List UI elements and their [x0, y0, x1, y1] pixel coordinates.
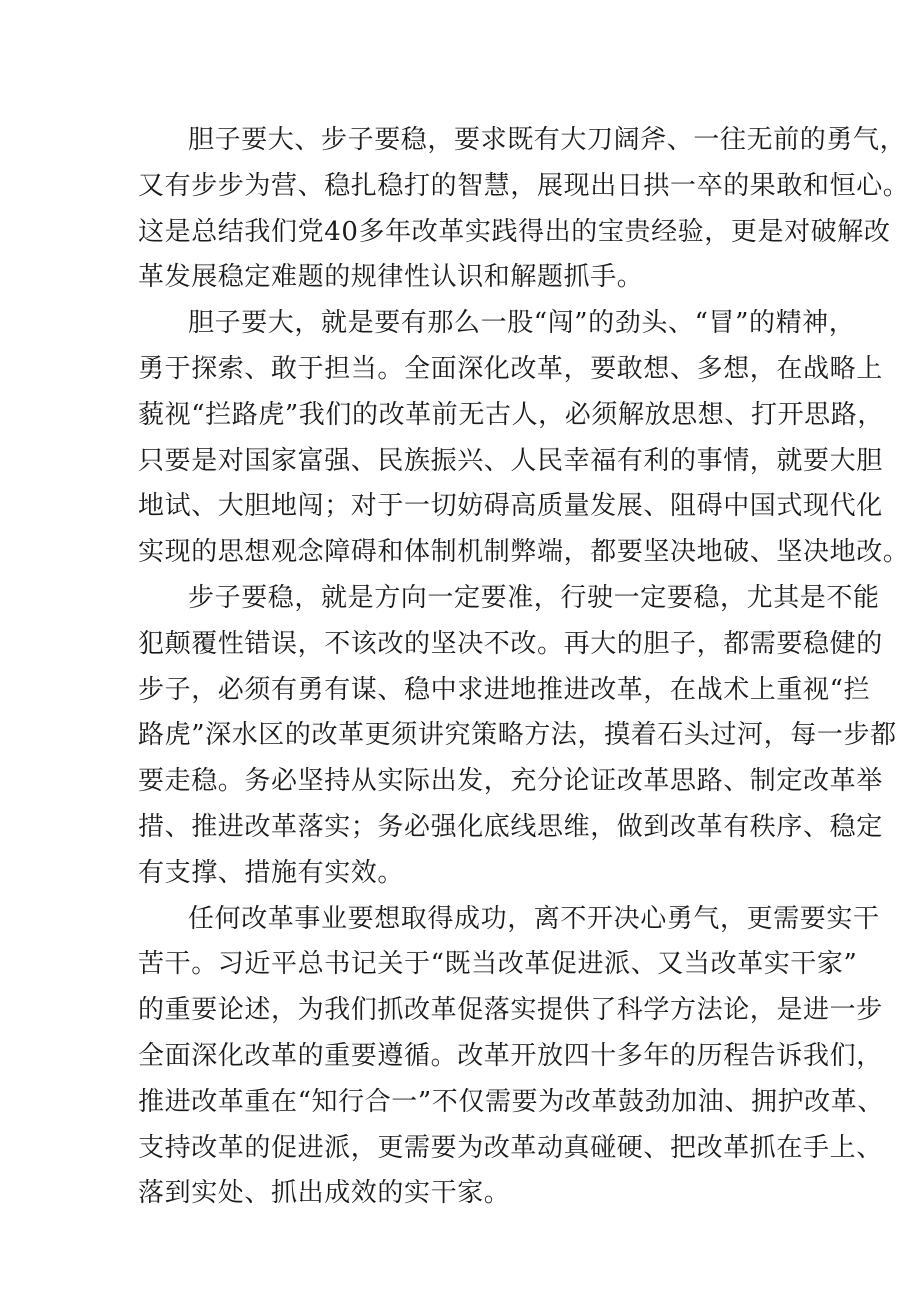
- text-line: 全面深化改革的重要遵循。改革开放四十多年的历程告诉我们，: [138, 1040, 883, 1071]
- text-line: 步子要稳，就是方向一定要准，行驶一定要稳，尤其是不能: [188, 582, 880, 613]
- text-line: 要走稳。务必坚持从实际出发，充分论证改革思路、制定改革举: [138, 766, 883, 797]
- text-line: 有支撑、措施有实效。: [138, 857, 405, 888]
- text-line: 藐视“拦路虎”我们的改革前无古人，必须解放思想、打开思路，: [138, 399, 884, 430]
- text-line: 步子，必须有勇有谋、稳中求进地推进改革，在战术上重视“拦: [138, 674, 871, 705]
- text-line: 胆子要大、步子要稳，要求既有大刀阔斧、一往无前的勇气，: [188, 125, 907, 155]
- text-line: 实现的思想观念障碍和体制机制弊端，都要坚决地破、坚决地改。: [138, 537, 910, 568]
- text-line: 这是总结我们党40多年改革实践得出的宝贵经验，更是对破解改: [138, 216, 891, 247]
- paragraph-4: [138, 897, 884, 1218]
- document-body: [138, 118, 910, 1217]
- text-line: 又有步步为营、稳扎稳打的智慧，展现出日拱一卒的果敢和恒心。: [138, 170, 910, 201]
- text-line: 地试、大胆地闯；对于一切妨碍高质量发展、阻碍中国式现代化: [138, 491, 883, 522]
- text-line: 胆子要大，就是要有那么一股“闯”的劲头、“冒”的精神，: [188, 308, 856, 339]
- text-line: 的重要论述，为我们抓改革促落实提供了科学方法论，是进一步: [138, 995, 883, 1026]
- text-line: 犯颠覆性错误，不该改的坚决不改。再大的胆子，都需要稳健的: [138, 628, 883, 659]
- text-line: 措、推进改革落实；务必强化底线思维，做到改革有秩序、稳定: [138, 811, 883, 842]
- text-line: 路虎”深水区的改革更须讲究策略方法，摸着石头过河，每一步都: [138, 720, 897, 751]
- text-line: 推进改革重在“知行合一”不仅需要为改革鼓劲加油、拥护改革、: [138, 1086, 884, 1117]
- text-line: 支持改革的促进派，更需要为改革动真碰硬、把改革抓在手上、: [138, 1132, 883, 1163]
- paragraph-2: [138, 301, 910, 576]
- text-line: 勇于探索、敢于担当。全面深化改革，要敢想、多想，在战略上: [138, 353, 883, 384]
- text-line: 苦干。习近平总书记关于“既当改革促进派、又当改革实干家”: [138, 949, 858, 980]
- paragraph-1: [138, 118, 910, 301]
- text-line: 落到实处、抓出成效的实干家。: [138, 1178, 511, 1209]
- text-line: 只要是对国家富强、民族振兴、人民幸福有利的事情，就要大胆: [138, 445, 883, 476]
- text-line: 革发展稳定难题的规律性认识和解题抓手。: [138, 262, 644, 293]
- text-line: 任何改革事业要想取得成功，离不开决心勇气，更需要实干: [188, 903, 880, 934]
- paragraph-3: [138, 576, 897, 897]
